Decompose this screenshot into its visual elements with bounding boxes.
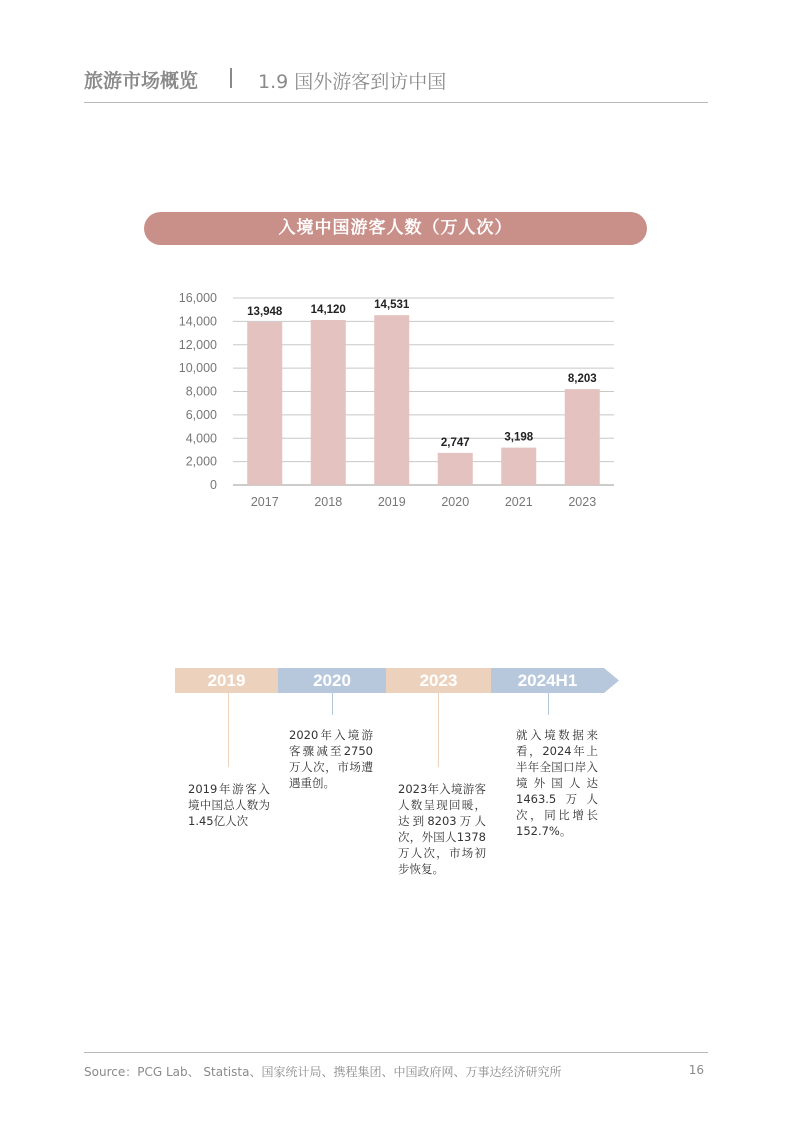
data-label: 3,198 bbox=[504, 431, 534, 444]
data-label: 14,531 bbox=[374, 299, 410, 312]
bar bbox=[501, 448, 536, 485]
note-2023: 2023年入境游客人数呈现回暖，达到8203万人次，外国人1378万人次，市场初步恢复。 bbox=[398, 782, 486, 876]
timeline-arrow-tip bbox=[604, 668, 620, 693]
note-2024h1: 就入境数据来看，2024年上半年全国口岸入境外国人达1463.5万人次，同比增长152.7%。 bbox=[516, 728, 598, 838]
connector-2020 bbox=[332, 693, 333, 715]
chart-title: 入境中国游客人数（万人次） bbox=[144, 212, 647, 245]
timeline-segment-2020: 2020 bbox=[278, 668, 386, 693]
bar bbox=[565, 389, 600, 485]
x-tick-label: 2018 bbox=[314, 495, 343, 509]
x-tick-label: 2019 bbox=[377, 495, 406, 509]
timeline-segment-2023: 2023 bbox=[386, 668, 491, 693]
bar bbox=[311, 320, 346, 485]
note-2020: 2020年入境游客骤减至2750万人次，市场遭遇重创。 bbox=[289, 728, 373, 790]
y-tick-label: 4,000 bbox=[185, 431, 217, 446]
bar bbox=[438, 453, 473, 485]
data-label: 14,120 bbox=[310, 303, 346, 316]
y-tick-label: 0 bbox=[210, 478, 217, 492]
x-tick-label: 2023 bbox=[568, 495, 597, 509]
x-tick-label: 2021 bbox=[504, 495, 533, 509]
y-tick-label: 2,000 bbox=[185, 454, 217, 469]
y-tick-label: 8,000 bbox=[185, 384, 217, 399]
bar bbox=[247, 322, 282, 485]
data-label: 8,203 bbox=[567, 373, 597, 386]
page-footer bbox=[84, 1052, 708, 1079]
subsection-title: 1.9 国外游客到访中国 bbox=[258, 71, 447, 93]
data-label: 13,948 bbox=[247, 305, 283, 318]
source-note: Source：PCG Lab、 Statista、国家统计局、携程集团、中国政府网、万事达经济研究所 bbox=[84, 1065, 562, 1079]
y-tick-label: 14,000 bbox=[178, 314, 217, 329]
y-tick-label: 16,000 bbox=[178, 291, 217, 305]
connector-2024h1 bbox=[548, 693, 549, 715]
connector-2023 bbox=[438, 693, 439, 767]
page-number: 16 bbox=[688, 1063, 704, 1077]
page-header bbox=[84, 66, 708, 103]
data-label: 2,747 bbox=[440, 436, 470, 449]
y-tick-label: 12,000 bbox=[178, 337, 217, 352]
y-tick-label: 6,000 bbox=[185, 407, 217, 422]
header-divider bbox=[230, 68, 232, 88]
bar-chart bbox=[170, 288, 630, 523]
section-title: 旅游市场概览 bbox=[84, 70, 199, 92]
timeline-segment-2024h1: 2024H1 bbox=[491, 668, 604, 693]
timeline-segment-2019: 2019 bbox=[175, 668, 278, 693]
x-tick-label: 2020 bbox=[441, 495, 470, 509]
y-tick-label: 10,000 bbox=[178, 361, 217, 376]
x-tick-label: 2017 bbox=[250, 495, 279, 509]
connector-2019 bbox=[228, 693, 229, 767]
note-2019: 2019年游客入境中国总人数为1.45亿人次 bbox=[188, 782, 270, 828]
bar bbox=[374, 315, 409, 485]
